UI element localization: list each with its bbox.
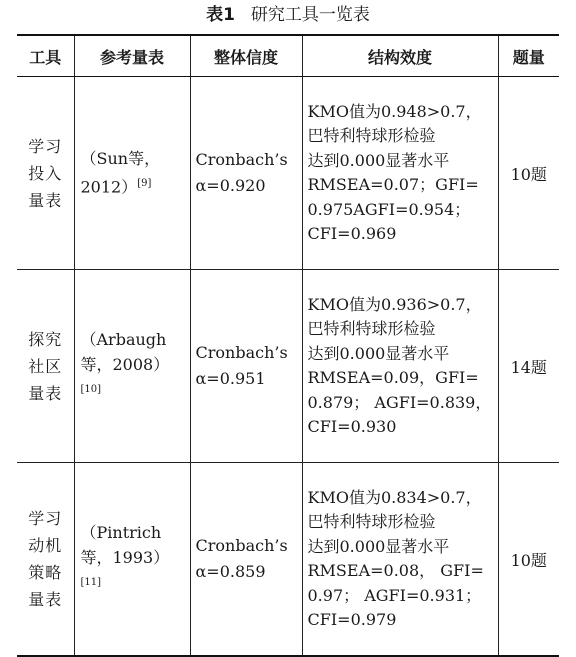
header-row	[17, 35, 559, 77]
cell-reliability: Cronbach’s α=0.920	[190, 77, 302, 270]
table-caption	[0, 0, 576, 32]
table-row	[17, 77, 559, 270]
cell-tool: 学习动机策略量表	[17, 463, 74, 657]
cell-items: 14题	[498, 270, 559, 463]
cell-reference: （Arbaugh等，2008）[10]	[74, 270, 190, 463]
cell-validity: KMO值为0.834>0.7， 巴特利特球形检验 达到0.000显著水平 RMSEA=0.08， GFI= 0.97； AGFI=0.931； CFI=0.979	[302, 463, 498, 657]
table-caption-label: 表1	[206, 5, 235, 25]
cell-items: 10题	[498, 463, 559, 657]
research-tools-table	[17, 34, 559, 657]
cell-tool: 探究社区量表	[17, 270, 74, 463]
header-reliability: 整体信度	[190, 35, 302, 77]
cell-validity: KMO值为0.948>0.7， 巴特利特球形检验 达到0.000显著水平 RMSEA=0.07；GFI= 0.975AGFI=0.954； CFI=0.969	[302, 77, 498, 270]
cell-items: 10题	[498, 77, 559, 270]
citation-mark: [10]	[80, 383, 102, 395]
cell-reference: （Sun等，2012）[9]	[74, 77, 190, 270]
citation-mark: [9]	[137, 178, 152, 190]
citation-mark: [11]	[80, 576, 102, 588]
header-reference: 参考量表	[74, 35, 190, 77]
table-caption-title: 研究工具一览表	[250, 5, 370, 25]
cell-reference: （Pintrich等，1993）[11]	[74, 463, 190, 657]
cell-reliability: Cronbach’s α=0.859	[190, 463, 302, 657]
header-validity: 结构效度	[302, 35, 498, 77]
header-items: 题量	[498, 35, 559, 77]
table-row	[17, 463, 559, 657]
cell-reliability: Cronbach’s α=0.951	[190, 270, 302, 463]
cell-validity: KMO值为0.936>0.7， 巴特利特球形检验 达到0.000显著水平 RMSEA=0.09，GFI= 0.879； AGFI=0.839， CFI=0.930	[302, 270, 498, 463]
header-tool: 工具	[17, 35, 74, 77]
cell-tool: 学习投入量表	[17, 77, 74, 270]
table-row	[17, 270, 559, 463]
